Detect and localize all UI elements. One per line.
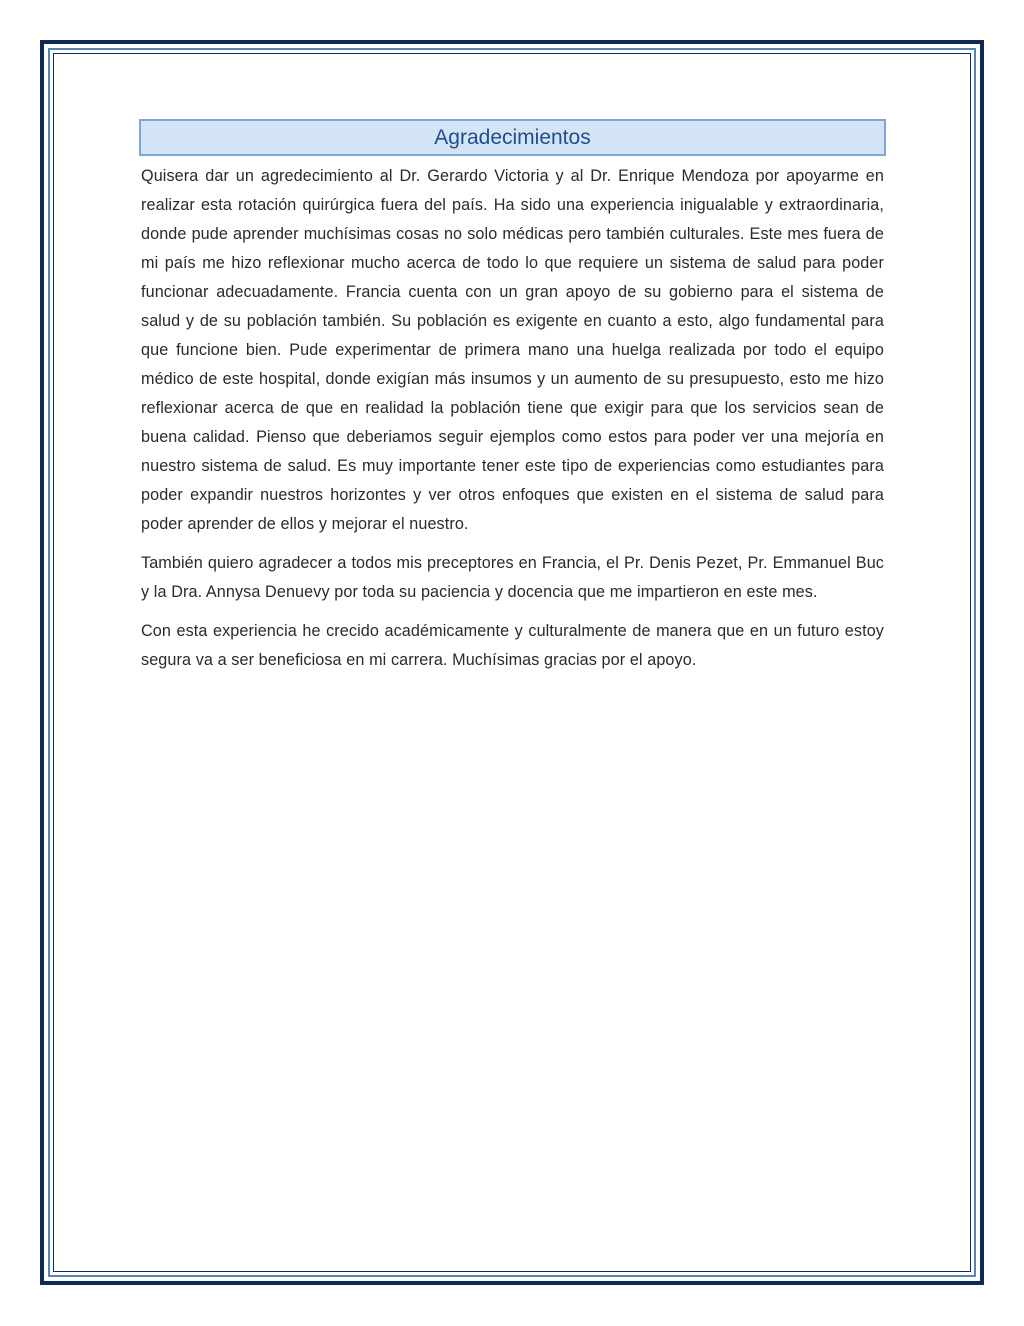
paragraph-1: Quisera dar un agredecimiento al Dr. Gerardo Victoria y al Dr. Enrique Mendoza por apoyarme en realizar esta rotación quirúrgica fuera del país. Ha sido una experiencia inigualable y extraordinaria, donde pude aprender muchísimas cosas no solo médicas pero también culturales. Este mes fuera de mi país me hizo reflexionar mucho acerca de todo lo que requiere un sistema de salud para poder funcionar adecuadamente. Francia cuenta con un gran apoyo de su gobierno para el sistema de salud y de su población también. Su población es exigente en cuanto a esto, algo fundamental para que funcione bien. Pude experimentar de primera mano una huelga realizada por todo el equipo médico de este hospital, donde exigían más insumos y un aumento de su presupuesto, esto me hizo reflexionar acerca de que en realidad la población tiene que exigir para que los servicios sean de buena calidad. Pienso que deberiamos seguir ejemplos como estos para poder ver una mejoría en nuestro sistema de salud. Es muy importante tener este tipo de experiencias como estudiantes para poder expandir nuestros horizontes y ver otros enfoques que existen en el sistema de salud para poder aprender de ellos y mejorar el nuestro. xyxy=(141,167,884,533)
section-title: Agradecimientos xyxy=(139,119,886,156)
paragraph-3: Con esta experiencia he crecido académicamente y culturalmente de manera que en un futuro estoy segura va a ser beneficiosa en mi carrera. Muchísimas gracias por el apoyo. xyxy=(141,622,884,669)
paragraph-2: También quiero agradecer a todos mis preceptores en Francia, el Pr. Denis Pezet, Pr. Emmanuel Buc y la Dra. Annysa Denuevy por toda su paciencia y docencia que me impartieron en este mes. xyxy=(141,554,884,601)
document-content xyxy=(139,119,886,675)
